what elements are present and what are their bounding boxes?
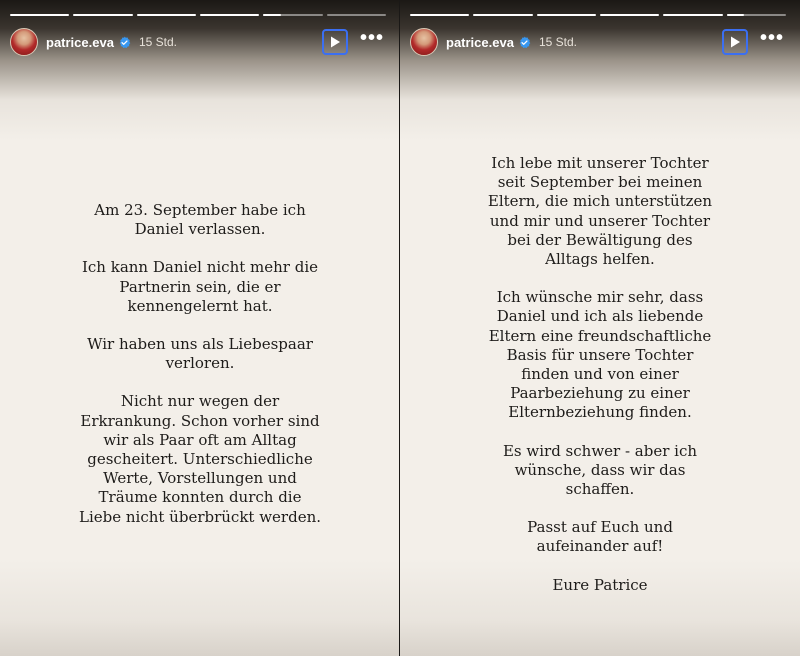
story-paragraph: Passt auf Euch und aufeinander auf!: [527, 518, 673, 556]
progress-segment: [600, 14, 659, 16]
story-panel-right[interactable]: [400, 0, 800, 656]
verified-badge-icon: [118, 36, 131, 49]
username[interactable]: patrice.eva: [46, 34, 114, 50]
story-paragraph: Ich kann Daniel nicht mehr die Partnerin sein, die er kennengelernt hat.: [81, 258, 319, 315]
avatar[interactable]: [410, 28, 438, 56]
story-paragraph: Ich lebe mit unserer Tochter seit September bei meinen Eltern, die mich unterstützen und mir und unserer Tochter bei der Bewältigung des Alltags helfen.: [487, 154, 713, 269]
play-icon: [728, 35, 742, 49]
story-paragraph: Eure Patrice: [552, 575, 648, 594]
progress-segment: [263, 14, 322, 16]
progress-segment: [10, 14, 69, 16]
more-options-icon[interactable]: •••: [359, 27, 384, 49]
progress-segment: [537, 14, 596, 16]
story-header: [410, 27, 786, 57]
verified-badge-icon: [518, 36, 531, 49]
story-paragraph: Ich wünsche mir sehr, dass Daniel und ich als liebende Eltern eine freundschaftliche Basis für unsere Tochter finden und von einer Paarbeziehung zu einer Elternbeziehung finden.: [488, 288, 712, 422]
play-button[interactable]: [722, 29, 748, 55]
post-time: 15 Std.: [538, 35, 577, 49]
progress-segment: [473, 14, 532, 16]
progress-segment: [200, 14, 259, 16]
progress-segment: [327, 14, 386, 16]
progress-fill: [263, 14, 281, 16]
story-progress-bar: [10, 14, 386, 16]
story-progress-bar: [410, 14, 786, 16]
story-text: [400, 154, 800, 614]
progress-segment: [73, 14, 132, 16]
progress-fill: [727, 14, 745, 16]
play-icon: [328, 35, 342, 49]
story-text: [0, 201, 400, 546]
progress-segment: [727, 14, 786, 16]
avatar[interactable]: [10, 28, 38, 56]
post-time: 15 Std.: [138, 35, 177, 49]
story-paragraph: Am 23. September habe ich Daniel verlassen.: [94, 201, 306, 239]
story-header: [10, 27, 386, 57]
story-paragraph: Wir haben uns als Liebespaar verloren.: [87, 335, 313, 373]
story-paragraph: Es wird schwer - aber ich wünsche, dass wir das schaffen.: [502, 441, 698, 499]
progress-segment: [137, 14, 196, 16]
progress-segment: [410, 14, 469, 16]
play-button[interactable]: [322, 29, 348, 55]
more-options-icon[interactable]: •••: [759, 27, 784, 49]
story-paragraph: Nicht nur wegen der Erkrankung. Schon vorher sind wir als Paar oft am Alltag gescheitert. Unterschiedliche Werte, Vorstellungen und Träume konnten durch die Liebe nicht überbrückt werden.: [78, 392, 322, 526]
username[interactable]: patrice.eva: [446, 34, 514, 50]
progress-segment: [663, 14, 722, 16]
